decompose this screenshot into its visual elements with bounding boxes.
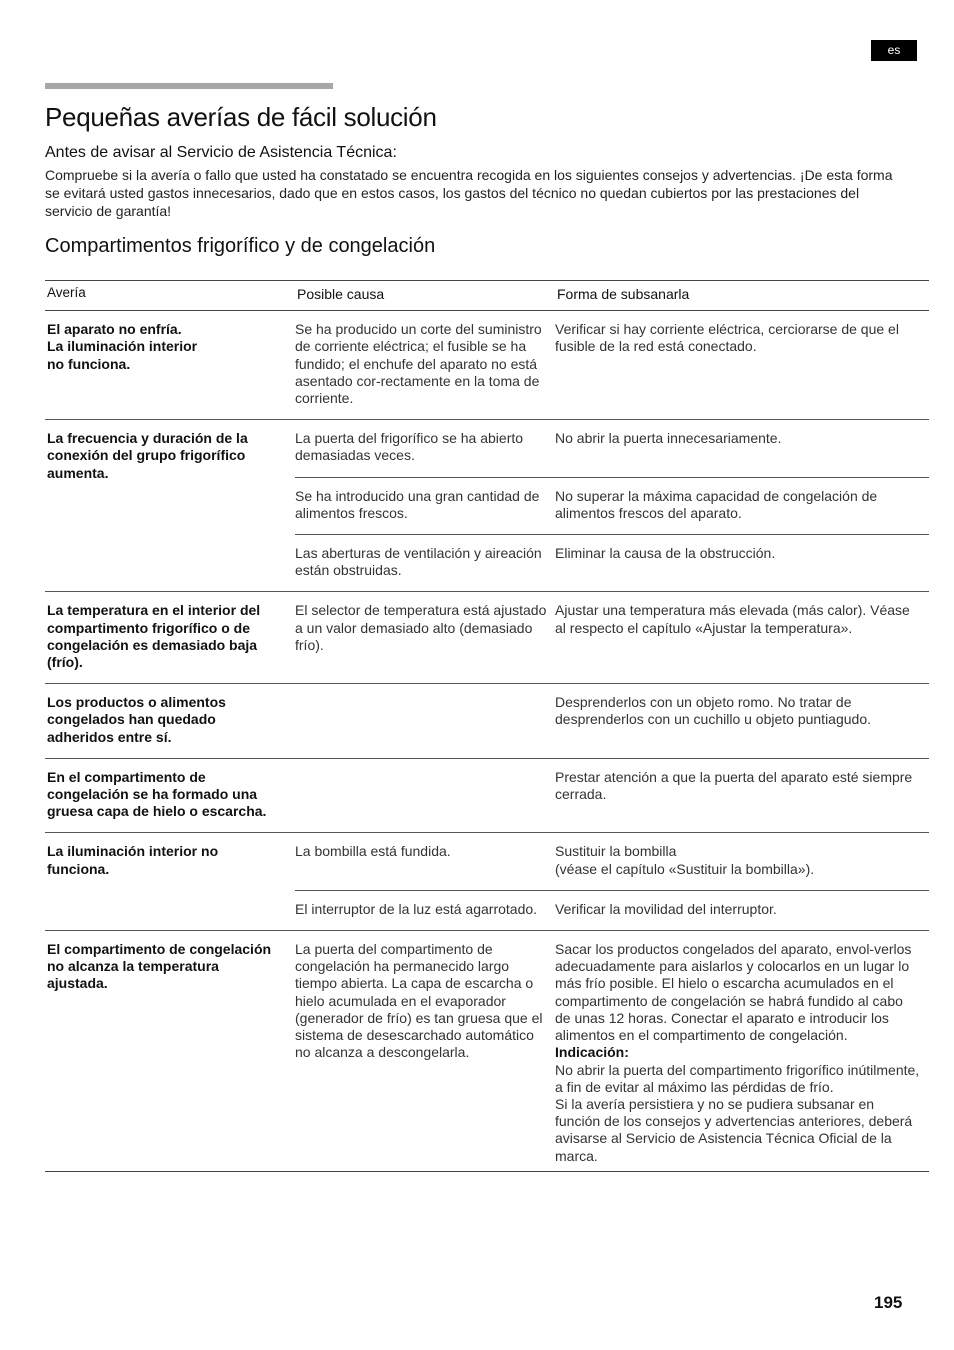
- remedy-cell: Verificar la movilidad del interruptor.: [555, 890, 929, 930]
- remedy-cell: Sustituir la bombilla (véase el capítulo «Sustituir la bombilla»).: [555, 833, 929, 890]
- remedy-cell: No abrir la puerta innecesariamente.: [555, 420, 929, 477]
- section-title: Compartimentos frigorífico y de congelación: [45, 235, 436, 257]
- fault-cell: La temperatura en el interior del compartimento frigorífico o de congelación es demasiado baja (frío).: [45, 592, 295, 684]
- fault-cell: Los productos o alimentos congelados han quedado adheridos entre sí.: [45, 684, 295, 759]
- table-row: [45, 833, 929, 890]
- table-header-row: [45, 281, 929, 311]
- table-row: [45, 758, 929, 833]
- table-row: [45, 931, 929, 1172]
- remedy-text: Sacar los productos congelados del aparato, envol-verlos adecuadamente para aislarlos y colocarlos en un lugar lo más frío posible. El hielo o escarcha acumulados en el compartimento de congelación se habrá fundido al cabo de unas 12 horas. Conectar el aparato e introducir los alimentos en el compartimento de congelación.: [555, 941, 912, 1044]
- table-row: [45, 592, 929, 684]
- remedy-cell: [555, 931, 929, 1172]
- cause-cell: Se ha introducido una gran cantidad de alimentos frescos.: [295, 477, 555, 534]
- fault-cell: En el compartimento de congelación se ha formado una gruesa capa de hielo o escarcha.: [45, 758, 295, 833]
- intro-text: Compruebe si la avería o fallo que usted ha constatado se encuentra recogida en los siguientes consejos y advertencias. ¡De esta forma se evitará usted gastos innecesarios, dado que en estos casos, los gastos del técnico no quedan cubiertos por las prestaciones del servicio de garantía!: [45, 167, 893, 219]
- section-rule: [45, 83, 333, 89]
- cause-cell: La puerta del compartimento de congelación ha permanecido largo tiempo abierta. La capa de escarcha o hielo acumulada en el evaporador (generador de frío) es tan gruesa que el sistema de desescarchado automático no alcanza a descongelarla.: [295, 931, 555, 1172]
- page-title: Pequeñas averías de fácil solución: [45, 102, 437, 132]
- language-badge: es: [871, 40, 917, 61]
- remedy-note-text: No abrir la puerta del compartimento frigorífico inútilmente, a fin de evitar al máximo las pérdidas de frío. Si la avería persistiera y no se pudiera subsanar en función de los consejos y advertencias anteriores, deberá avisarse al Servicio de Asistencia Técnica Oficial de la marca.: [555, 1061, 920, 1164]
- remedy-cell: Prestar atención a que la puerta del aparato esté siempre cerrada.: [555, 758, 929, 833]
- column-header-remedy: Forma de subsanarla: [555, 281, 929, 311]
- fault-cell: La frecuencia y duración de la conexión del grupo frigorífico aumenta.: [45, 420, 295, 592]
- cause-cell: [295, 684, 555, 759]
- table-row: [45, 420, 929, 477]
- cause-cell: La bombilla está fundida.: [295, 833, 555, 890]
- fault-cell: La iluminación interior no funciona.: [45, 833, 295, 931]
- remedy-cell: Verificar si hay corriente eléctrica, cerciorarse de que el fusible de la red está conectado.: [555, 311, 929, 420]
- cause-cell: [295, 758, 555, 833]
- cause-cell: Se ha producido un corte del suministro de corriente eléctrica; el fusible se ha fundido; el enchufe del aparato no está asentado cor-rectamente en la toma de corriente.: [295, 311, 555, 420]
- fault-cell: El aparato no enfría. La iluminación interior no funciona.: [45, 311, 295, 420]
- cause-cell: El interruptor de la luz está agarrotado.: [295, 890, 555, 930]
- column-header-cause: Posible causa: [295, 281, 555, 311]
- remedy-cell: No superar la máxima capacidad de congelación de alimentos frescos del aparato.: [555, 477, 929, 534]
- cause-cell: Las aberturas de ventilación y aireación están obstruidas.: [295, 535, 555, 592]
- remedy-cell: Desprenderlos con un objeto romo. No tratar de desprenderlos con un cuchillo u objeto puntiagudo.: [555, 684, 929, 759]
- column-header-fault: Avería: [45, 281, 295, 311]
- remedy-note-label: Indicación:: [555, 1044, 629, 1061]
- fault-cell: El compartimento de congelación no alcanza la temperatura ajustada.: [45, 931, 295, 1172]
- intro-heading: Antes de avisar al Servicio de Asistencia Técnica:: [45, 144, 397, 161]
- table-row: [45, 311, 929, 420]
- page-number: 195: [874, 1293, 903, 1312]
- cause-cell: La puerta del frigorífico se ha abierto demasiadas veces.: [295, 420, 555, 477]
- remedy-cell: Eliminar la causa de la obstrucción.: [555, 535, 929, 592]
- cause-cell: El selector de temperatura está ajustado a un valor demasiado alto (demasiado frío).: [295, 592, 555, 684]
- table-row: [45, 684, 929, 759]
- remedy-cell: Ajustar una temperatura más elevada (más calor). Véase al respecto el capítulo «Ajustar la temperatura».: [555, 592, 929, 684]
- troubleshooting-table: [45, 280, 929, 1172]
